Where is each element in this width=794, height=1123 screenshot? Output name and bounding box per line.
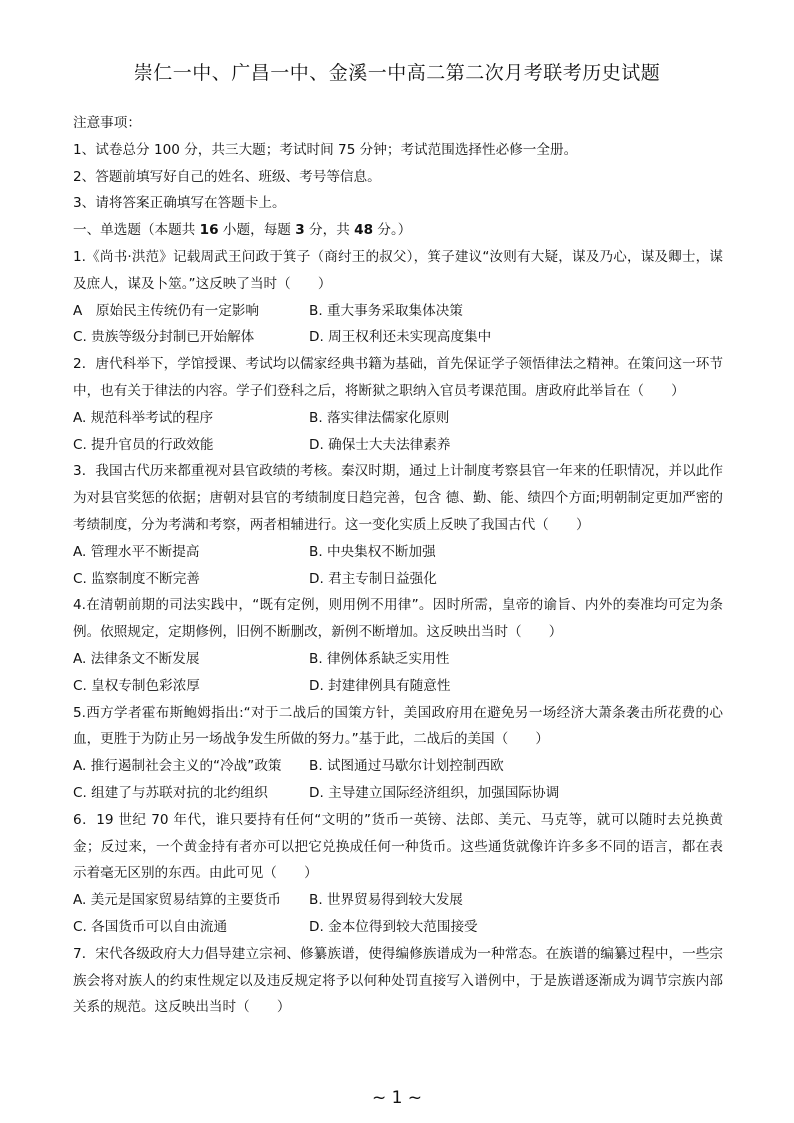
question-6 <box>73 807 723 941</box>
option-c[interactable]: C. 组建了与苏联对抗的北约组织 <box>73 784 268 801</box>
option-a[interactable]: A. 规范科举考试的程序 <box>73 409 214 426</box>
option-b[interactable]: B. 落实律法儒家化原则 <box>309 409 450 426</box>
options-row <box>73 405 723 432</box>
page-number: ~ 1 ~ <box>371 1088 423 1108</box>
option-d[interactable]: D. 君主专制日益强化 <box>309 570 437 587</box>
note-item: 1、试卷总分 100 分，共三大题；考试时间 75 分钟；考试范围选择性必修一全册。 <box>73 141 578 158</box>
options-row <box>73 673 723 700</box>
options-row <box>73 753 723 780</box>
question-stem: 6．19 世纪 70 年代，谁只要持有任何“文明的”货币一英镑、法郎、美元、马克等，就可以随时去兑换黄金；反过来，一个黄金持有者亦可以把它兑换成任何一种货币。这些通货就像许许多多不同的语言，都在表示着毫无区别的东西。由此可见（ ） <box>73 811 723 882</box>
question-stem: 4.在清朝前期的司法实践中，“既有定例，则用例不用律”。因时所需，皇帝的谕旨、内外的奏准均可定为条例。依照规定，定期修例，旧例不断删改，新例不断增加。这反映出当时（ ） <box>73 597 723 641</box>
note-item: 2、答题前填写好自己的姓名、班级、考号等信息。 <box>73 168 381 185</box>
option-a[interactable]: A. 美元是国家贸易结算的主要货币 <box>73 892 282 909</box>
options-row <box>73 914 723 941</box>
option-b[interactable]: B. 中央集权不断加强 <box>309 543 436 560</box>
option-b[interactable]: B. 试图通过马歇尔计划控制西欧 <box>309 758 504 775</box>
question-stem: 3．我国古代历来都重视对县官政绩的考核。秦汉时期，通过上计制度考察县官一年来的任职情况，并以此作为对县官奖惩的依据；唐朝对县官的考绩制度日趋完善，包含 德、勤、能、绩四个方面;明朝制定更加严密的考绩制度，分为考满和考察，两者相辅进行。这一变化实质上反映了我国古代（ ） <box>73 463 723 533</box>
question-stem: 1.《尚书·洪范》记载周武王问政于箕子（商纣王的叔父），箕子建议“汝则有大疑，谋及乃心，谋及卿士，谋及庶人，谋及卜筮。”这反映了当时（ ） <box>73 248 723 292</box>
options-row <box>73 566 723 593</box>
note-item: 3、请将答案正确填写在答题卡上。 <box>73 195 286 212</box>
question-5 <box>73 700 723 807</box>
question-1 <box>73 244 723 351</box>
options-row <box>73 298 723 325</box>
question-2 <box>73 351 723 458</box>
question-4 <box>73 592 723 699</box>
option-a[interactable]: A. 法律条文不断发展 <box>73 650 200 667</box>
options-row <box>73 646 723 673</box>
question-7 <box>73 941 723 1021</box>
option-d[interactable]: D. 确保士大夫法律素养 <box>309 436 451 453</box>
options-row <box>73 887 723 914</box>
options-row <box>73 780 723 807</box>
options-row <box>73 432 723 459</box>
option-c[interactable]: C. 各国货币可以自由流通 <box>73 918 228 935</box>
option-d[interactable]: D. 封建律例具有随意性 <box>309 677 451 694</box>
question-3 <box>73 458 723 592</box>
exam-title: 崇仁一中、广昌一中、金溪一中高二第二次月考联考历史试题 <box>133 62 661 84</box>
option-d[interactable]: D. 周王权利还未实现高度集中 <box>309 329 492 346</box>
option-d[interactable]: D. 金本位得到较大范围接受 <box>309 918 478 935</box>
question-stem: 5.西方学者霍布斯鲍姆指出:“对于二战后的国策方针，美国政府用在避免另一场经济大萧条袭击所花费的心血，更胜于为防止另一场战争发生所做的努力。”基于此，二战后的美国（ ） <box>73 704 723 748</box>
option-b[interactable]: B. 世界贸易得到较大发展 <box>309 892 463 909</box>
option-a[interactable]: A. 推行遏制社会主义的“冷战”政策 <box>73 758 282 775</box>
exam-content <box>73 110 723 1021</box>
section-heading: 一、单选题（本题共 16 小题，每题 3 分，共 48 分。） <box>73 222 412 239</box>
option-d[interactable]: D. 主导建立国际经济组织，加强国际协调 <box>309 784 560 801</box>
notes-section <box>73 110 723 217</box>
options-row <box>73 324 723 351</box>
option-c[interactable]: C. 监察制度不断完善 <box>73 570 200 587</box>
option-c[interactable]: C. 皇权专制色彩浓厚 <box>73 677 200 694</box>
notes-heading: 注意事项： <box>73 115 141 131</box>
option-a[interactable]: A. 管理水平不断提高 <box>73 543 200 560</box>
question-stem: 7．宋代各级政府大力倡导建立宗祠、修纂族谱，使得编修族谱成为一种常态。在族谱的编纂过程中，一些宗族会将对族人的约束性规定以及违反规定将予以何种处罚直接写入谱例中，于是族谱逐渐成为调节宗族内部关系的规范。这反映出当时（ ） <box>73 945 723 1016</box>
option-c[interactable]: C. 提升官员的行政效能 <box>73 436 214 453</box>
question-stem: 2．唐代科举下，学馆授课、考试均以儒家经典书籍为基础，首先保证学子领悟律法之精神。在策问这一环节中，也有关于律法的内容。学子们登科之后，将断狱之职纳入官员考课范围。唐政府此举旨在（ ） <box>73 356 723 399</box>
option-b[interactable]: B. 律例体系缺乏实用性 <box>309 650 450 667</box>
option-a[interactable]: A 原始民主传统仍有一定影响 <box>73 302 260 319</box>
options-row <box>73 539 723 566</box>
option-c[interactable]: C. 贵族等级分封制已开始解体 <box>73 329 255 346</box>
option-b[interactable]: B. 重大事务采取集体决策 <box>309 302 463 319</box>
